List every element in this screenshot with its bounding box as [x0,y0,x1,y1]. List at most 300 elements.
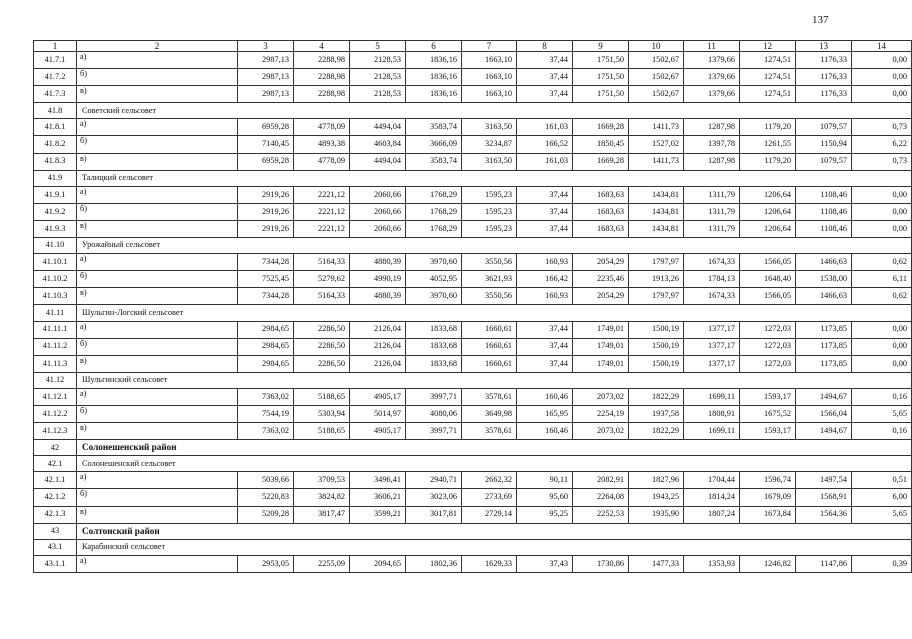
value-cell: 1206,64 [740,203,796,220]
row-label-cell: в) [77,153,238,170]
value-cell: 6,11 [852,271,912,288]
table-row [34,153,912,170]
value-cell: 1663,10 [462,69,517,86]
value-cell: 1648,40 [740,271,796,288]
row-code-cell: 41.10.3 [34,288,77,305]
table-row [34,555,912,572]
value-cell: 1629,33 [462,555,517,572]
value-cell: 3583,74 [406,119,462,136]
value-cell: 1802,36 [406,555,462,572]
value-cell: 7544,19 [238,405,294,422]
value-cell: 1699,11 [684,388,740,405]
value-cell: 0,00 [852,186,912,203]
row-code-cell: 41.12.3 [34,423,77,440]
page-number: 137 [812,14,829,26]
section-row [34,539,912,555]
value-cell: 1822,29 [629,423,684,440]
section-row [34,170,912,186]
value-cell: 2288,98 [294,52,350,69]
row-label-cell: а) [77,472,238,489]
value-cell: 1311,79 [684,220,740,237]
value-cell: 37,44 [517,86,573,103]
value-cell: 1311,79 [684,186,740,203]
table-header-row [34,41,912,52]
value-cell: 1836,16 [406,86,462,103]
value-cell: 1566,04 [796,405,852,422]
value-cell: 1833,68 [406,338,462,355]
value-cell: 4905,17 [350,423,406,440]
table-row [34,86,912,103]
value-cell: 160,93 [517,254,573,271]
row-label-cell: в) [77,288,238,305]
value-cell: 37,44 [517,321,573,338]
value-cell: 2288,98 [294,69,350,86]
value-cell: 1411,73 [629,153,684,170]
row-code-cell: 42.1.1 [34,472,77,489]
value-cell: 161,03 [517,153,573,170]
value-cell: 3649,98 [462,405,517,422]
value-cell: 1833,68 [406,321,462,338]
district-row [34,523,912,539]
value-cell: 1147,86 [796,555,852,572]
value-cell: 1287,98 [684,119,740,136]
table-row [34,472,912,489]
value-cell: 1836,16 [406,52,462,69]
value-cell: 1596,74 [740,472,796,489]
value-cell: 1173,85 [796,321,852,338]
value-cell: 0,16 [852,423,912,440]
value-cell: 1568,91 [796,489,852,506]
value-cell: 37,44 [517,203,573,220]
value-cell: 5188,65 [294,388,350,405]
value-cell: 2953,05 [238,555,294,572]
value-cell: 1502,67 [629,52,684,69]
value-cell: 2984,65 [238,338,294,355]
value-cell: 1353,93 [684,555,740,572]
value-cell: 3621,93 [462,271,517,288]
value-cell: 1434,81 [629,220,684,237]
row-label-cell: в) [77,86,238,103]
table-row [34,186,912,203]
value-cell: 2662,32 [462,472,517,489]
value-cell: 1179,20 [740,119,796,136]
value-cell: 1699,11 [684,423,740,440]
value-cell: 2054,29 [573,288,629,305]
value-cell: 5039,66 [238,472,294,489]
value-cell: 5279,62 [294,271,350,288]
value-cell: 7363,02 [238,423,294,440]
value-cell: 1836,16 [406,69,462,86]
row-code-cell: 42 [34,440,77,456]
value-cell: 2984,65 [238,355,294,372]
district-row [34,440,912,456]
value-cell: 3666,09 [406,136,462,153]
value-cell: 37,44 [517,355,573,372]
value-cell: 2073,02 [573,388,629,405]
value-cell: 2987,13 [238,52,294,69]
value-cell: 1660,61 [462,355,517,372]
header-cell: 8 [517,41,573,52]
row-label-cell: б) [77,271,238,288]
value-cell: 1274,51 [740,52,796,69]
value-cell: 1827,96 [629,472,684,489]
value-cell: 3578,61 [462,388,517,405]
value-cell: 1272,03 [740,321,796,338]
value-cell: 4990,19 [350,271,406,288]
value-cell: 1411,73 [629,119,684,136]
table-row [34,136,912,153]
value-cell: 1669,28 [573,119,629,136]
value-cell: 1379,66 [684,69,740,86]
value-cell: 5220,83 [238,489,294,506]
value-cell: 4905,17 [350,388,406,405]
value-cell: 2286,50 [294,355,350,372]
value-cell: 2128,53 [350,86,406,103]
value-cell: 2060,66 [350,220,406,237]
value-cell: 1593,17 [740,423,796,440]
value-cell: 1937,58 [629,405,684,422]
value-cell: 2221,12 [294,220,350,237]
row-code-cell: 41.7.2 [34,69,77,86]
value-cell: 2288,98 [294,86,350,103]
value-cell: 1913,26 [629,271,684,288]
table-row [34,288,912,305]
value-cell: 1274,51 [740,86,796,103]
value-cell: 1179,20 [740,153,796,170]
value-cell: 2729,14 [462,506,517,523]
value-cell: 1935,90 [629,506,684,523]
value-cell: 1502,67 [629,69,684,86]
value-cell: 5164,33 [294,288,350,305]
header-cell: 5 [350,41,406,52]
header-cell: 1 [34,41,77,52]
value-cell: 1434,81 [629,203,684,220]
value-cell: 95,60 [517,489,573,506]
value-cell: 4778,09 [294,153,350,170]
table-row [34,69,912,86]
value-cell: 1108,46 [796,203,852,220]
section-title: Солонешенский сельсовет [77,456,912,472]
value-cell: 1176,33 [796,52,852,69]
row-code-cell: 41.10.2 [34,271,77,288]
table-row [34,388,912,405]
value-cell: 2128,53 [350,52,406,69]
value-cell: 161,03 [517,119,573,136]
value-cell: 166,52 [517,136,573,153]
value-cell: 3997,71 [406,423,462,440]
header-cell: 11 [684,41,740,52]
value-cell: 3970,60 [406,254,462,271]
row-code-cell: 41.7.3 [34,86,77,103]
value-cell: 4893,38 [294,136,350,153]
row-label-cell: б) [77,405,238,422]
row-label-cell: а) [77,321,238,338]
value-cell: 0,00 [852,220,912,237]
value-cell: 2126,04 [350,338,406,355]
value-cell: 3550,56 [462,254,517,271]
value-cell: 7525,45 [238,271,294,288]
value-cell: 1500,19 [629,338,684,355]
value-cell: 1079,57 [796,119,852,136]
value-cell: 2054,29 [573,254,629,271]
value-cell: 1768,29 [406,186,462,203]
row-label-cell: в) [77,423,238,440]
table-row [34,506,912,523]
value-cell: 166,42 [517,271,573,288]
row-code-cell: 41.11 [34,305,77,321]
value-cell: 3163,50 [462,119,517,136]
value-cell: 4494,04 [350,153,406,170]
value-cell: 1377,17 [684,338,740,355]
value-cell: 1663,10 [462,52,517,69]
value-cell: 37,44 [517,338,573,355]
value-cell: 1730,86 [573,555,629,572]
header-cell: 7 [462,41,517,52]
header-cell: 3 [238,41,294,52]
value-cell: 2235,46 [573,271,629,288]
value-cell: 1502,67 [629,86,684,103]
table-row [34,52,912,69]
row-label-cell: б) [77,69,238,86]
value-cell: 1500,19 [629,321,684,338]
value-cell: 1595,23 [462,203,517,220]
value-cell: 1807,24 [684,506,740,523]
value-cell: 3599,21 [350,506,406,523]
row-code-cell: 43 [34,523,77,539]
value-cell: 5014,97 [350,405,406,422]
value-cell: 1379,66 [684,52,740,69]
row-label-cell: в) [77,355,238,372]
value-cell: 1206,64 [740,186,796,203]
value-cell: 6,00 [852,489,912,506]
value-cell: 1663,10 [462,86,517,103]
value-cell: 1679,09 [740,489,796,506]
row-label-cell: а) [77,555,238,572]
value-cell: 4603,84 [350,136,406,153]
value-cell: 1768,29 [406,220,462,237]
value-cell: 1749,01 [573,321,629,338]
value-cell: 2094,65 [350,555,406,572]
value-cell: 0,51 [852,472,912,489]
value-cell: 5209,28 [238,506,294,523]
value-cell: 2082,91 [573,472,629,489]
value-cell: 1674,33 [684,254,740,271]
row-label-cell: б) [77,136,238,153]
value-cell: 1673,84 [740,506,796,523]
value-cell: 1943,25 [629,489,684,506]
header-cell: 13 [796,41,852,52]
row-code-cell: 41.9.1 [34,186,77,203]
value-cell: 2940,71 [406,472,462,489]
row-code-cell: 41.12.2 [34,405,77,422]
value-cell: 2252,53 [573,506,629,523]
row-label-cell: а) [77,186,238,203]
value-cell: 0,00 [852,321,912,338]
value-cell: 1272,03 [740,355,796,372]
value-cell: 2126,04 [350,321,406,338]
value-cell: 4778,09 [294,119,350,136]
table-row [34,271,912,288]
section-title: Карабинский сельсовет [77,539,912,555]
value-cell: 1749,01 [573,355,629,372]
value-cell: 1150,94 [796,136,852,153]
value-cell: 3583,74 [406,153,462,170]
district-title: Солонешенский район [77,440,912,456]
value-cell: 1497,54 [796,472,852,489]
value-cell: 1683,63 [573,203,629,220]
value-cell: 1466,63 [796,254,852,271]
row-code-cell: 41.12 [34,372,77,388]
header-cell: 14 [852,41,912,52]
section-row [34,305,912,321]
value-cell: 2221,12 [294,203,350,220]
value-cell: 1669,28 [573,153,629,170]
tariff-table [33,40,912,573]
row-label-cell: а) [77,119,238,136]
value-cell: 0,73 [852,119,912,136]
table-row [34,338,912,355]
value-cell: 1176,33 [796,69,852,86]
value-cell: 7363,02 [238,388,294,405]
value-cell: 1660,61 [462,338,517,355]
header-cell: 12 [740,41,796,52]
value-cell: 7344,28 [238,254,294,271]
row-label-cell: б) [77,203,238,220]
table-row [34,355,912,372]
value-cell: 1311,79 [684,203,740,220]
row-code-cell: 43.1.1 [34,555,77,572]
value-cell: 2264,08 [573,489,629,506]
value-cell: 0,00 [852,52,912,69]
value-cell: 6959,28 [238,119,294,136]
value-cell: 1287,98 [684,153,740,170]
value-cell: 1274,51 [740,69,796,86]
row-code-cell: 41.9.3 [34,220,77,237]
row-code-cell: 41.10.1 [34,254,77,271]
section-title: Урожайный сельсовет [77,238,912,254]
value-cell: 5303,94 [294,405,350,422]
row-label-cell: б) [77,489,238,506]
value-cell: 0,73 [852,153,912,170]
section-title: Шульгинский сельсовет [77,372,912,388]
value-cell: 2919,26 [238,186,294,203]
value-cell: 3550,56 [462,288,517,305]
table-row [34,254,912,271]
row-code-cell: 43.1 [34,539,77,555]
value-cell: 2254,19 [573,405,629,422]
value-cell: 1595,23 [462,220,517,237]
value-cell: 1079,57 [796,153,852,170]
value-cell: 1675,52 [740,405,796,422]
value-cell: 2128,53 [350,69,406,86]
value-cell: 2286,50 [294,338,350,355]
value-cell: 3997,71 [406,388,462,405]
value-cell: 37,44 [517,69,573,86]
district-title: Солтонский район [77,523,912,539]
value-cell: 3234,87 [462,136,517,153]
value-cell: 1784,13 [684,271,740,288]
row-label-cell: в) [77,220,238,237]
value-cell: 1751,50 [573,69,629,86]
value-cell: 1272,03 [740,338,796,355]
value-cell: 1822,29 [629,388,684,405]
value-cell: 2060,66 [350,186,406,203]
value-cell: 3817,47 [294,506,350,523]
value-cell: 2987,13 [238,69,294,86]
value-cell: 4494,04 [350,119,406,136]
value-cell: 1564,36 [796,506,852,523]
row-code-cell: 42.1.2 [34,489,77,506]
value-cell: 2073,02 [573,423,629,440]
value-cell: 1379,66 [684,86,740,103]
value-cell: 1527,02 [629,136,684,153]
section-row [34,103,912,119]
value-cell: 3709,53 [294,472,350,489]
value-cell: 1566,05 [740,288,796,305]
value-cell: 0,62 [852,254,912,271]
value-cell: 1494,67 [796,388,852,405]
value-cell: 1566,05 [740,254,796,271]
value-cell: 0,00 [852,203,912,220]
value-cell: 90,11 [517,472,573,489]
value-cell: 1768,29 [406,203,462,220]
row-code-cell: 41.8.2 [34,136,77,153]
value-cell: 37,44 [517,52,573,69]
value-cell: 1176,33 [796,86,852,103]
table-row [34,119,912,136]
header-cell: 6 [406,41,462,52]
value-cell: 1683,63 [573,186,629,203]
value-cell: 1261,55 [740,136,796,153]
value-cell: 6,22 [852,136,912,153]
value-cell: 1797,97 [629,288,684,305]
value-cell: 5,65 [852,405,912,422]
value-cell: 37,44 [517,220,573,237]
value-cell: 0,39 [852,555,912,572]
value-cell: 5,65 [852,506,912,523]
table-row [34,423,912,440]
value-cell: 1814,24 [684,489,740,506]
row-code-cell: 41.10 [34,238,77,254]
section-row [34,456,912,472]
value-cell: 1595,23 [462,186,517,203]
row-code-cell: 41.8.3 [34,153,77,170]
value-cell: 95,25 [517,506,573,523]
value-cell: 160,93 [517,288,573,305]
value-cell: 1500,19 [629,355,684,372]
row-code-cell: 42.1 [34,456,77,472]
value-cell: 4052,95 [406,271,462,288]
value-cell: 37,43 [517,555,573,572]
section-title: Советский сельсовет [77,103,912,119]
value-cell: 1751,50 [573,86,629,103]
row-label-cell: а) [77,52,238,69]
row-code-cell: 41.11.3 [34,355,77,372]
row-code-cell: 41.9.2 [34,203,77,220]
value-cell: 3606,21 [350,489,406,506]
value-cell: 1749,01 [573,338,629,355]
value-cell: 2255,09 [294,555,350,572]
value-cell: 3023,06 [406,489,462,506]
value-cell: 5164,33 [294,254,350,271]
value-cell: 3824,82 [294,489,350,506]
value-cell: 1850,45 [573,136,629,153]
value-cell: 1660,61 [462,321,517,338]
value-cell: 1397,78 [684,136,740,153]
value-cell: 3017,81 [406,506,462,523]
value-cell: 160,46 [517,423,573,440]
value-cell: 1593,17 [740,388,796,405]
